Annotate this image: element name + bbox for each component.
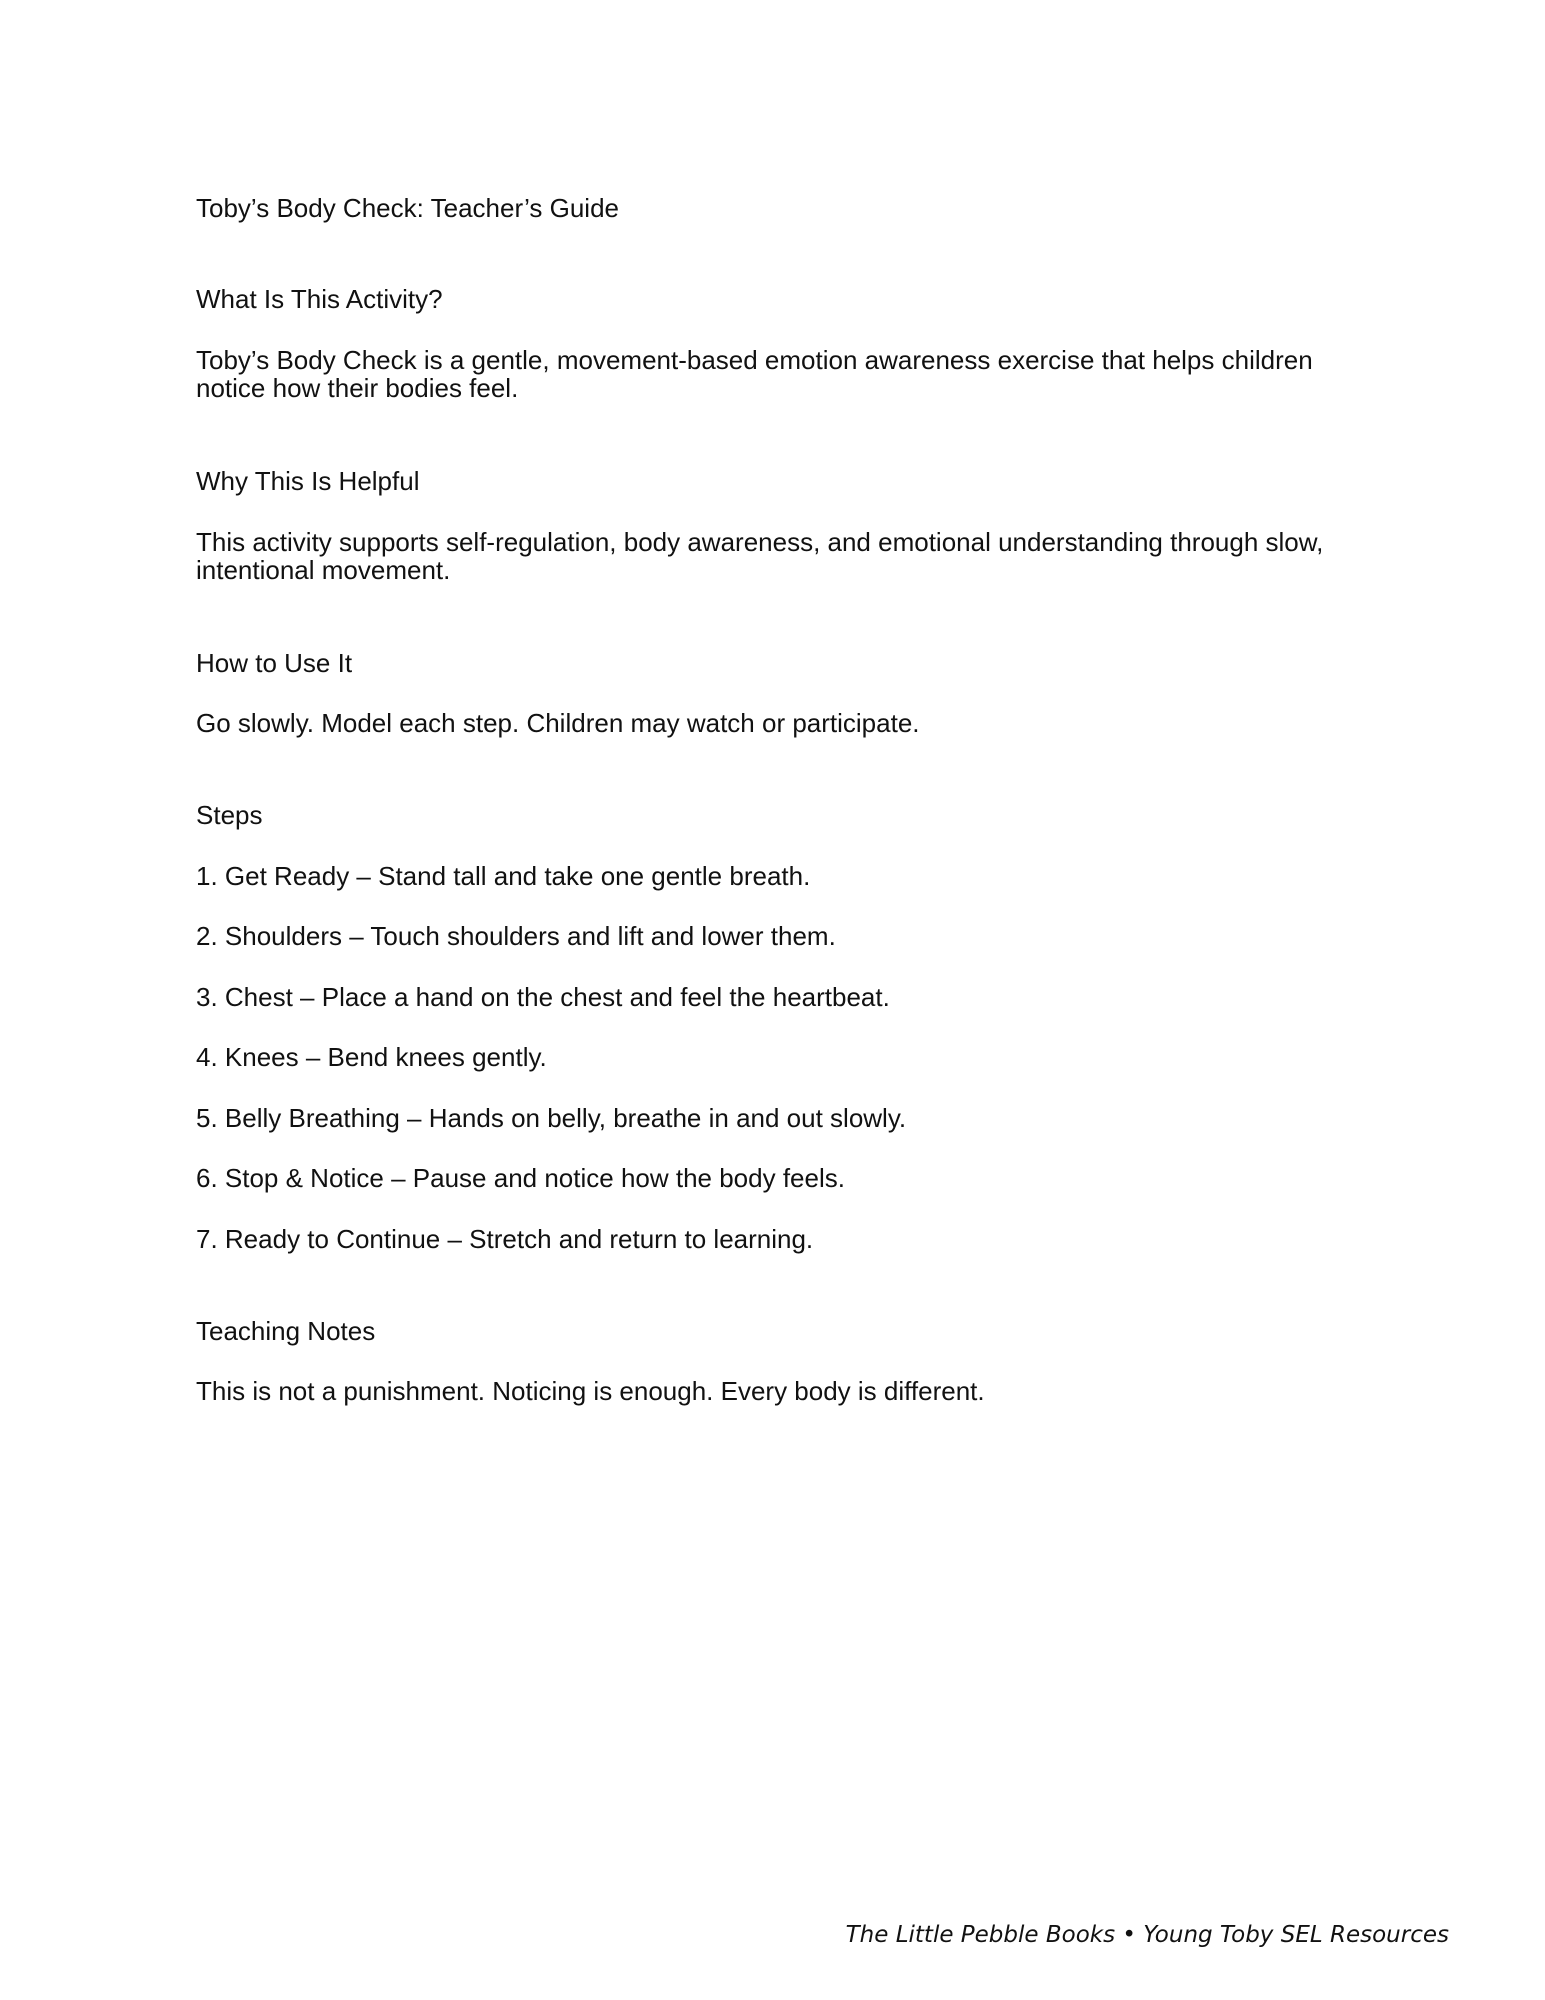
step-item: 7. Ready to Continue – Stretch and return to learning. [196, 1224, 814, 1254]
section-body-how: Go slowly. Model each step. Children may watch or participate. [196, 708, 920, 738]
section-body-why-line2: intentional movement. [196, 555, 451, 585]
step-item: 6. Stop & Notice – Pause and notice how the body feels. [196, 1163, 845, 1193]
step-item: 3. Chest – Place a hand on the chest and feel the heartbeat. [196, 982, 890, 1012]
section-body-what-line2: notice how their bodies feel. [196, 373, 519, 403]
section-heading-how: How to Use It [196, 648, 353, 678]
section-heading-steps: Steps [196, 800, 263, 830]
step-item: 2. Shoulders – Touch shoulders and lift and lower them. [196, 921, 836, 951]
section-body-why-line1: This activity supports self-regulation, body awareness, and emotional understanding through slow, [196, 527, 1324, 557]
section-heading-why: Why This Is Helpful [196, 466, 420, 496]
section-body-what-line1: Toby’s Body Check is a gentle, movement-based emotion awareness exercise that helps children [196, 345, 1313, 375]
section-body-notes: This is not a punishment. Noticing is enough. Every body is different. [196, 1376, 985, 1406]
document-title: Toby’s Body Check: Teacher’s Guide [196, 193, 619, 223]
page-footer: The Little Pebble Books • Young Toby SEL Resources [845, 1922, 1449, 1948]
step-item: 5. Belly Breathing – Hands on belly, breathe in and out slowly. [196, 1103, 907, 1133]
step-item: 1. Get Ready – Stand tall and take one gentle breath. [196, 861, 811, 891]
step-item: 4. Knees – Bend knees gently. [196, 1042, 547, 1072]
section-heading-notes: Teaching Notes [196, 1316, 376, 1346]
section-heading-what: What Is This Activity? [196, 284, 443, 314]
